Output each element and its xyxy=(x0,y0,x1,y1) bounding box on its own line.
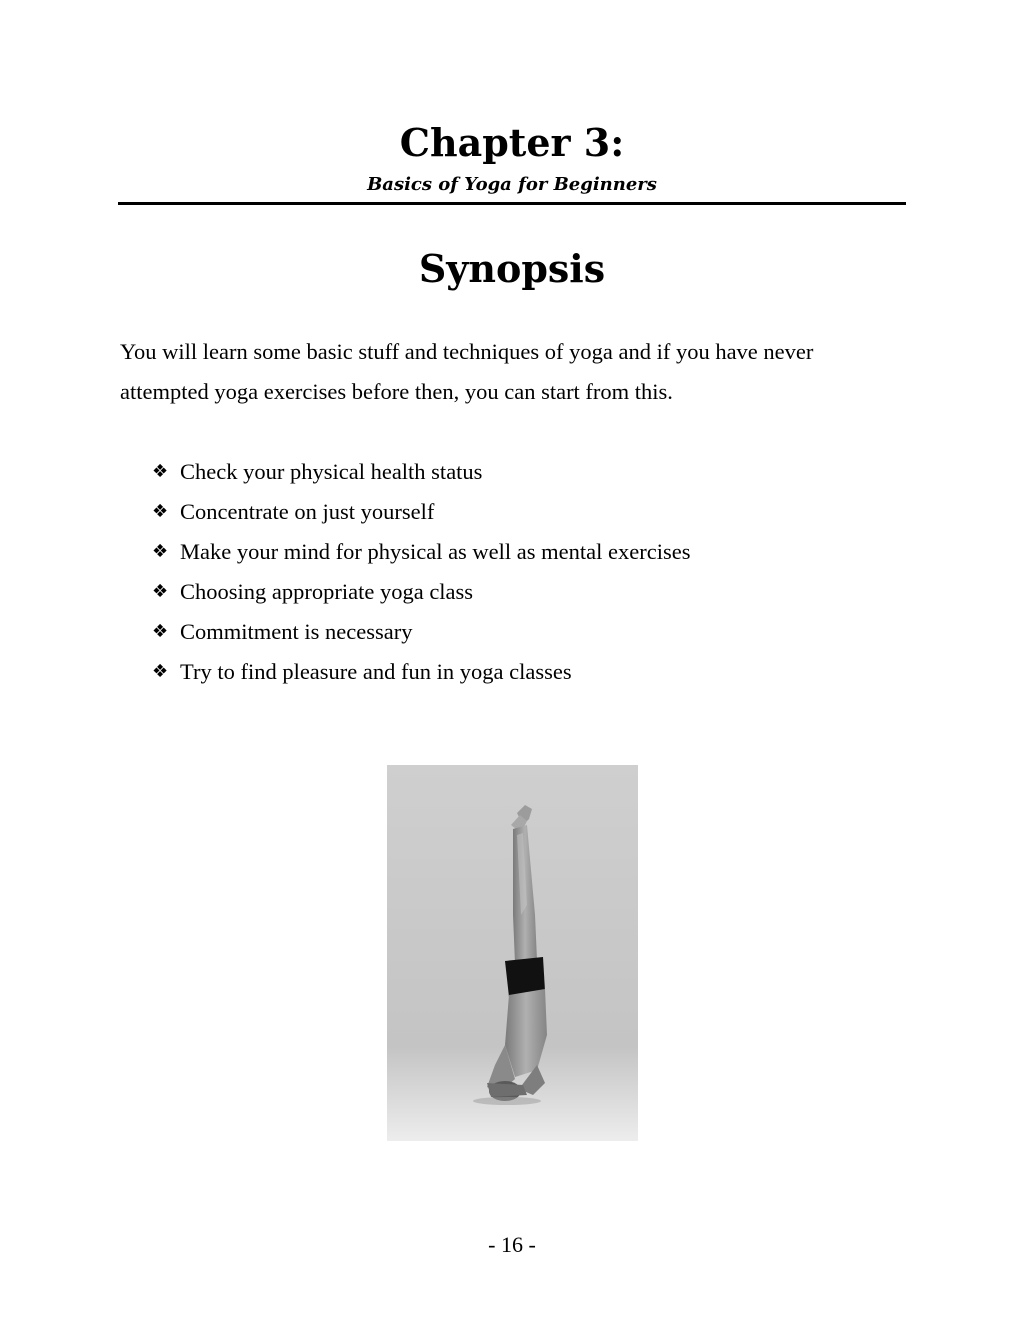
page-number: - 16 - xyxy=(488,1232,536,1257)
four-diamond-bullet-icon: ❖ xyxy=(152,461,169,482)
list-item xyxy=(152,452,690,492)
chapter-subtitle: Basics of Yoga for Beginners xyxy=(367,174,657,195)
list-item-text: Make your mind for physical as well as mental exercises xyxy=(180,539,691,564)
header-divider xyxy=(118,202,906,205)
chapter-title: Chapter 3: xyxy=(399,120,625,165)
intro-line: You will learn some basic stuff and techniques of yoga and if you have never xyxy=(120,339,814,364)
list-item xyxy=(152,652,690,692)
headstand-pose-photo xyxy=(387,765,638,1141)
intro-line: attempted yoga exercises before then, you can start from this. xyxy=(120,379,673,404)
four-diamond-bullet-icon: ❖ xyxy=(152,661,169,682)
list-item-text: Try to find pleasure and fun in yoga classes xyxy=(180,659,572,684)
list-item-text: Check your physical health status xyxy=(180,459,483,484)
list-item xyxy=(152,572,690,612)
bullet-list xyxy=(152,452,690,692)
list-item xyxy=(152,492,690,532)
four-diamond-bullet-icon: ❖ xyxy=(152,541,169,562)
list-item-text: Commitment is necessary xyxy=(180,619,413,644)
section-title: Synopsis xyxy=(418,246,606,291)
list-item-text: Choosing appropriate yoga class xyxy=(180,579,474,604)
four-diamond-bullet-icon: ❖ xyxy=(152,581,169,602)
list-item xyxy=(152,532,690,572)
four-diamond-bullet-icon: ❖ xyxy=(152,621,169,642)
intro-paragraph xyxy=(120,332,920,412)
list-item-text: Concentrate on just yourself xyxy=(180,499,435,524)
four-diamond-bullet-icon: ❖ xyxy=(152,501,169,522)
list-item xyxy=(152,612,690,652)
